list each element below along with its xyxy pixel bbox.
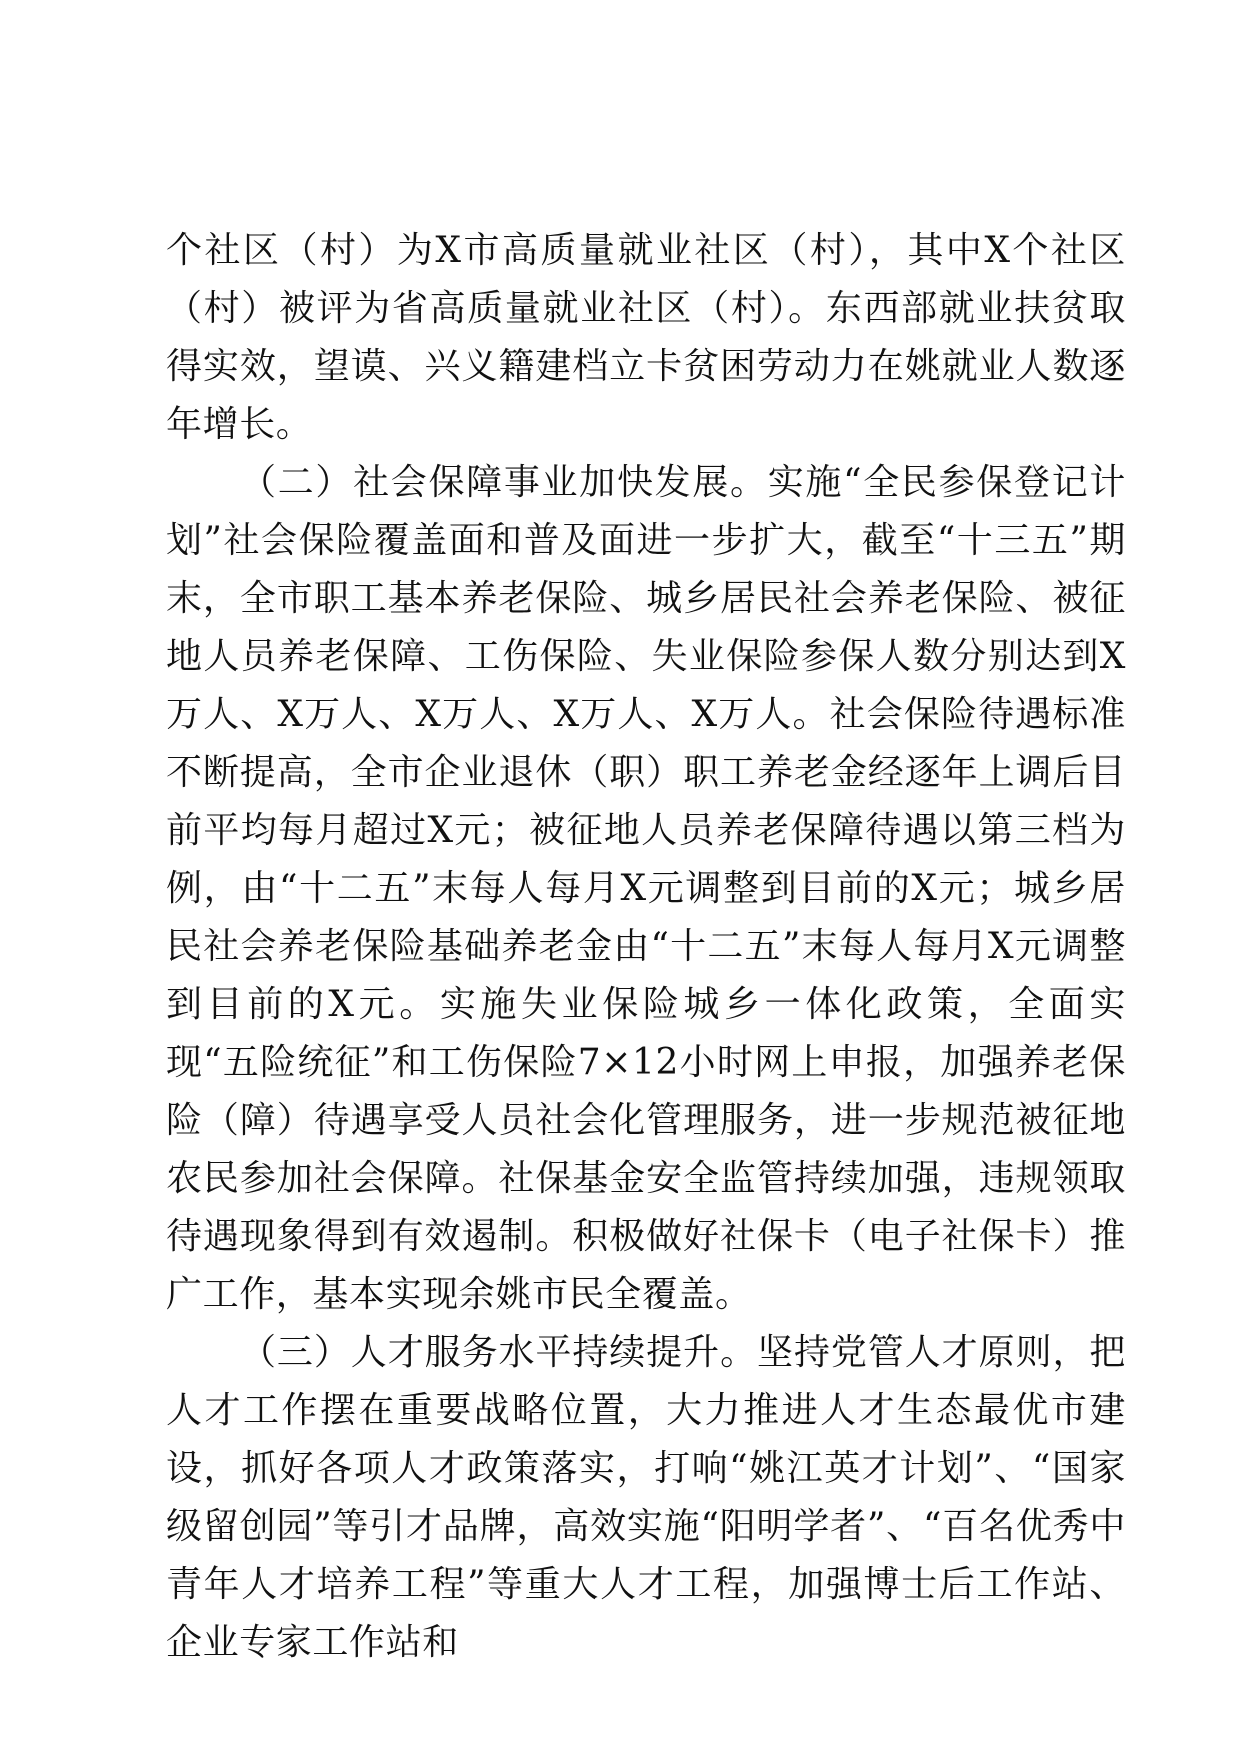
paragraph-talent-services: （三）人才服务水平持续提升。坚持党管人才原则，把人才工作摆在重要战略位置，大力推进人才生态最优市建设，抓好各项人才政策落实，打响“姚江英才计划”、“国家级留创园”等引才品牌，高效实施“阳明学者”、“百名优秀中青年人才培养工程”等重大人才工程，加强博士后工作站、企业专家工作站和: [166, 1332, 1126, 1663]
document-page: [166, 222, 1126, 1672]
paragraph-social-security: （二）社会保障事业加快发展。实施“全民参保登记计划”社会保险覆盖面和普及面进一步扩大，截至“十三五”期末，全市职工基本养老保险、城乡居民社会养老保险、被征地人员养老保障、工伤保险、失业保险参保人数分别达到X万人、X万人、X万人、X万人、X万人。社会保险待遇标准不断提高，全市企业退休（职）职工养老金经逐年上调后目前平均每月超过X元；被征地人员养老保障待遇以第三档为例，由“十二五”末每人每月X元调整到目前的X元；城乡居民社会养老保险基础养老金由“十二五”末每人每月X元调整到目前的X元。实施失业保险城乡一体化政策，全面实现“五险统征”和工伤保险7×12小时网上申报，加强养老保险（障）待遇享受人员社会化管理服务，进一步规范被征地农民参加社会保障。社保基金安全监管持续加强，违规领取待遇现象得到有效遏制。积极做好社保卡（电子社保卡）推广工作，基本实现余姚市民全覆盖。: [166, 462, 1126, 1315]
paragraph-employment-continued: 个社区（村）为X市高质量就业社区（村），其中X个社区（村）被评为省高质量就业社区（村）。东西部就业扶贫取得实效，望谟、兴义籍建档立卡贫困劳动力在姚就业人数逐年增长。: [166, 230, 1126, 445]
